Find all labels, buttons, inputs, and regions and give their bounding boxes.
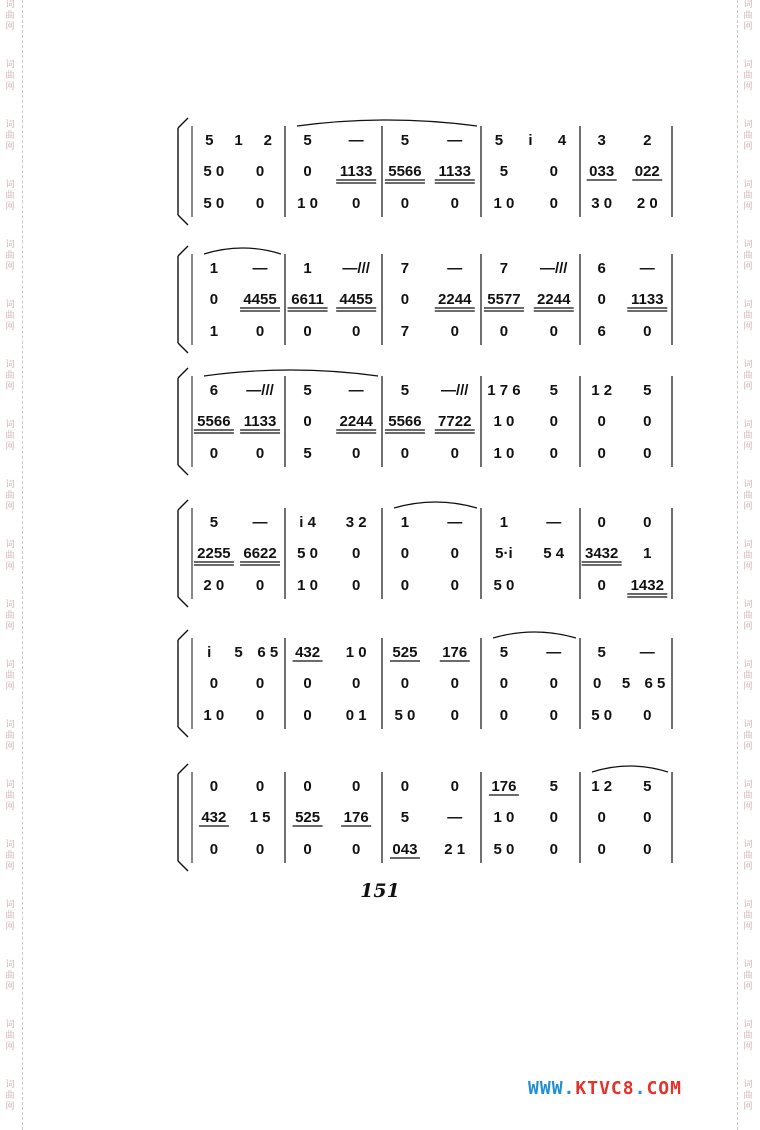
tie-arc — [204, 370, 378, 376]
note-group: 0 — [255, 445, 265, 462]
note-group: —/// — [539, 260, 568, 277]
note-group: 5 — [303, 445, 312, 462]
note-group: 2 — [263, 132, 272, 149]
note-group: 5 0 — [203, 163, 225, 180]
note-group: 2 — [643, 132, 652, 149]
system-bracket-top — [178, 500, 188, 510]
watermark-text: 词 曲 网 — [5, 120, 15, 152]
note-group: 0 — [400, 195, 410, 212]
watermark-text: 词 曲 网 — [743, 120, 753, 152]
note-group: 5 4 — [543, 545, 565, 562]
note-group: 0 — [400, 545, 410, 562]
note-group: 0 — [209, 675, 219, 692]
note-group: 5 0 — [493, 841, 515, 858]
note-group: 7 — [499, 260, 509, 277]
note-group: 0 — [303, 778, 312, 795]
note-group: 0 — [400, 675, 410, 692]
note-group: 7 — [400, 323, 410, 340]
note-group: 0 — [597, 291, 606, 308]
note-group: 1 2 — [591, 382, 613, 399]
note-group: 0 — [450, 778, 459, 795]
note-group: 0 — [352, 545, 361, 562]
note-group: 0 — [450, 545, 459, 562]
note-group: 2 0 — [636, 195, 658, 212]
note-group: i — [207, 644, 212, 661]
note-group: 5 — [209, 514, 219, 531]
note-group: —/// — [246, 382, 274, 399]
tie-arc — [394, 502, 477, 508]
note-group: 5 — [549, 778, 558, 795]
watermark-text: 词 曲 网 — [5, 180, 15, 212]
note-group: 0 — [499, 707, 509, 724]
note-group: 525 — [295, 809, 321, 826]
note-group: 4 — [557, 132, 567, 149]
note-group: 0 — [597, 809, 606, 826]
system-bracket-bottom — [178, 343, 188, 353]
watermark-text: 词 曲 网 — [5, 1080, 15, 1112]
note-group: 2244 — [339, 413, 373, 430]
note-group: 0 — [303, 323, 312, 340]
watermark-text: 词 曲 网 — [743, 360, 753, 392]
note-group: 0 — [352, 778, 361, 795]
note-group: 0 — [303, 163, 312, 180]
watermark-text: 词 曲 网 — [5, 660, 15, 692]
note-group: 0 — [303, 413, 312, 430]
note-group: 0 — [450, 323, 459, 340]
site-url-char: . — [634, 1078, 647, 1099]
note-group: 0 — [352, 195, 361, 212]
note-group: 043 — [392, 841, 418, 858]
note-group: 0 — [643, 323, 652, 340]
site-url-char: W — [539, 1078, 552, 1099]
note-group: 0 — [499, 323, 509, 340]
watermark-text: 词 曲 网 — [743, 900, 753, 932]
note-group: 0 — [352, 841, 361, 858]
note-group: 525 — [392, 644, 418, 661]
watermark-text: 词 曲 网 — [743, 420, 753, 452]
note-group: 5566 — [388, 163, 422, 180]
note-group: 022 — [634, 163, 660, 180]
watermark-text: 词 曲 网 — [743, 960, 753, 992]
note-group: 5 — [643, 382, 652, 399]
note-group: 5 — [400, 132, 410, 149]
note-group: 2244 — [537, 291, 571, 308]
site-url-char: C — [646, 1078, 659, 1099]
note-group: 6 5 — [257, 644, 279, 661]
site-url-text — [528, 1078, 682, 1099]
note-group: 0 — [597, 841, 606, 858]
site-url-char: . — [563, 1078, 576, 1099]
note-group: 0 — [400, 445, 410, 462]
note-group: 1 0 — [203, 707, 225, 724]
note-group: 0 — [643, 445, 652, 462]
note-group: 1 0 — [297, 577, 319, 594]
note-group: 0 — [549, 413, 558, 430]
watermark-text: 词 曲 网 — [743, 660, 753, 692]
note-group: 0 — [597, 413, 606, 430]
site-url-char: C — [610, 1078, 623, 1099]
note-group: 0 — [303, 707, 312, 724]
system-bracket-bottom — [178, 597, 188, 607]
note-group: 0 — [352, 577, 361, 594]
note-group: 0 — [450, 577, 459, 594]
note-group: 0 — [549, 195, 558, 212]
note-group: 0 — [352, 675, 361, 692]
note-group: 5 — [494, 132, 504, 149]
note-group: 5 — [234, 644, 243, 661]
system-bracket-top — [178, 118, 188, 128]
note-group: 4455 — [339, 291, 373, 308]
note-group: 6611 — [291, 291, 324, 308]
note-group: 1 2 — [591, 778, 613, 795]
site-url-char: K — [575, 1078, 588, 1099]
note-group: 5 — [205, 132, 214, 149]
watermark-text: 词 曲 网 — [5, 540, 15, 572]
note-group: 5 0 — [394, 707, 416, 724]
note-group: 176 — [343, 809, 369, 826]
site-url-char: O — [658, 1078, 671, 1099]
note-group: 0 — [400, 778, 410, 795]
page-number: 151 — [360, 880, 400, 902]
note-group: 5 0 — [591, 707, 613, 724]
site-url-char: W — [528, 1078, 540, 1099]
note-group: 5 — [303, 132, 312, 149]
note-group: 0 — [255, 577, 265, 594]
system-bracket-bottom — [178, 727, 188, 737]
watermark-text: 词 曲 网 — [743, 780, 753, 812]
note-group: 2244 — [438, 291, 472, 308]
watermark-text: 词 曲 网 — [743, 300, 753, 332]
note-group: 1133 — [631, 291, 664, 308]
note-group: — — [546, 514, 562, 531]
note-group: 1 0 — [493, 445, 515, 462]
note-group: — — [348, 132, 364, 149]
note-group: 1 — [499, 514, 509, 531]
note-group: 0 — [209, 841, 219, 858]
system-bracket-top — [178, 368, 188, 378]
note-group: 0 — [400, 291, 410, 308]
note-group: 1 — [209, 260, 219, 277]
note-group: 0 — [255, 707, 265, 724]
note-group: 1 5 — [249, 809, 271, 826]
note-group: i 4 — [299, 514, 316, 531]
note-group: 1 — [209, 323, 219, 340]
note-group: 5 0 — [297, 545, 319, 562]
note-group: — — [639, 644, 655, 661]
note-group: 1 — [234, 132, 243, 149]
site-url-char: 8 — [622, 1078, 635, 1099]
note-group: 0 — [303, 841, 312, 858]
note-group: 5·i — [495, 545, 513, 562]
note-group: 1133 — [243, 413, 277, 430]
watermark-text: 词 曲 网 — [743, 0, 753, 32]
system-bracket-bottom — [178, 465, 188, 475]
note-group: 0 — [549, 809, 558, 826]
note-group: 2 1 — [444, 841, 466, 858]
note-group: 0 — [597, 577, 606, 594]
note-group: 176 — [442, 644, 468, 661]
note-group: 5 0 — [493, 577, 515, 594]
note-group: — — [546, 644, 562, 661]
note-group: 0 — [643, 707, 652, 724]
note-group: 0 — [209, 778, 219, 795]
note-group: 3 0 — [591, 195, 613, 212]
note-group: 1 0 — [297, 195, 319, 212]
note-group: 0 — [352, 323, 361, 340]
watermark-text: 词 曲 网 — [743, 60, 753, 92]
tie-arc — [493, 632, 576, 638]
note-group: — — [447, 132, 463, 149]
note-group: 1 — [400, 514, 410, 531]
site-url-char: W — [551, 1078, 564, 1099]
note-group: 0 — [255, 841, 265, 858]
watermark-text: 词 曲 网 — [5, 1020, 15, 1052]
note-group: 4455 — [243, 291, 277, 308]
note-group: 3432 — [584, 545, 619, 562]
watermark-text: 词 曲 网 — [5, 420, 15, 452]
note-group: 5 — [549, 382, 558, 399]
note-group: 1 0 — [493, 413, 515, 430]
note-group: 0 — [549, 707, 558, 724]
tie-arc — [592, 766, 668, 772]
note-group: 0 — [643, 514, 652, 531]
watermark-text: 词 曲 网 — [743, 180, 753, 212]
note-group: 1 0 — [493, 809, 515, 826]
note-group: 0 1 — [345, 707, 367, 724]
note-group: 5 — [643, 778, 652, 795]
site-url-char: V — [599, 1078, 611, 1099]
note-group: 0 — [255, 778, 265, 795]
note-group: 5 — [400, 809, 410, 826]
watermark-text: 词 曲 网 — [743, 480, 753, 512]
note-group: 176 — [491, 778, 517, 795]
system-bracket-bottom — [178, 861, 188, 871]
note-group: 5566 — [197, 413, 231, 430]
note-group: 6 — [209, 382, 219, 399]
watermark-text: 词 曲 网 — [5, 300, 15, 332]
note-group: 1133 — [438, 163, 472, 180]
note-group: 0 — [549, 841, 558, 858]
note-group: 5 — [597, 644, 606, 661]
site-url[interactable] — [528, 1078, 682, 1099]
note-group: 0 — [549, 163, 558, 180]
note-group: 0 — [592, 675, 602, 692]
note-group: 1 0 — [493, 195, 515, 212]
watermark-text: 词 曲 网 — [5, 600, 15, 632]
note-group: 0 — [303, 675, 312, 692]
watermark-text: 词 曲 网 — [743, 840, 753, 872]
watermark-text: 词 曲 网 — [5, 900, 15, 932]
note-group: 0 — [549, 323, 558, 340]
site-url-char: T — [587, 1078, 600, 1099]
note-group: 0 — [400, 577, 410, 594]
note-group: 0 — [643, 413, 652, 430]
note-group: — — [639, 260, 655, 277]
note-group: 1 0 — [345, 644, 367, 661]
note-group: 0 — [499, 675, 509, 692]
watermark-text: 词 曲 网 — [5, 0, 15, 32]
note-group: 432 — [201, 809, 227, 826]
note-group: 0 — [255, 163, 265, 180]
watermark-text: 词 曲 网 — [743, 540, 753, 572]
watermark-text: 词 曲 网 — [743, 720, 753, 752]
system-bracket-bottom — [178, 215, 188, 225]
note-group: 432 — [295, 644, 321, 661]
note-group: 5 — [499, 163, 509, 180]
note-group: 2 0 — [203, 577, 225, 594]
note-group: 0 — [255, 195, 265, 212]
note-group: 1 — [643, 545, 652, 562]
note-group: 3 — [597, 132, 606, 149]
note-group: — — [252, 514, 268, 531]
watermark-text: 词 曲 网 — [5, 240, 15, 272]
watermark-text: 词 曲 网 — [5, 480, 15, 512]
watermark-text: 词 曲 网 — [5, 840, 15, 872]
note-group: 1 — [303, 260, 312, 277]
note-group: 0 — [209, 445, 219, 462]
site-url-char: M — [670, 1078, 682, 1099]
note-group: 0 — [255, 675, 265, 692]
note-group: 033 — [589, 163, 615, 180]
note-group: 0 — [597, 514, 606, 531]
note-group: 1432 — [630, 577, 664, 594]
note-group: — — [252, 260, 268, 277]
tie-arc — [204, 248, 281, 254]
tie-arc — [297, 120, 477, 126]
note-group: 5 — [621, 675, 631, 692]
note-group: 5 0 — [203, 195, 225, 212]
watermark-text: 词 曲 网 — [743, 600, 753, 632]
note-group: 5 — [499, 644, 509, 661]
note-group: 7722 — [438, 413, 472, 430]
note-group: 0 — [450, 707, 459, 724]
note-group: 0 — [209, 291, 219, 308]
note-group: —/// — [342, 260, 370, 277]
note-group: 0 — [450, 675, 459, 692]
note-group: 0 — [597, 445, 606, 462]
watermark-text: 词 曲 网 — [5, 720, 15, 752]
note-group: 0 — [450, 445, 459, 462]
system-bracket-top — [178, 764, 188, 774]
watermark-text: 词 曲 网 — [743, 240, 753, 272]
note-group: 0 — [450, 195, 459, 212]
note-group: 0 — [549, 445, 558, 462]
watermark-text: 词 曲 网 — [743, 1020, 753, 1052]
note-group: i — [528, 132, 533, 149]
note-group: 2255 — [197, 545, 231, 562]
note-group: 5 — [400, 382, 410, 399]
note-group: 0 — [643, 809, 652, 826]
note-group: 5577 — [487, 291, 521, 308]
note-group: 5 — [303, 382, 312, 399]
note-group: 7 — [400, 260, 410, 277]
note-group: 5566 — [388, 413, 422, 430]
watermark-text: 词 曲 网 — [5, 780, 15, 812]
note-group: 6 5 — [644, 675, 666, 692]
note-group: —/// — [440, 382, 469, 399]
note-group: 1133 — [339, 163, 373, 180]
note-group: 6622 — [243, 545, 277, 562]
watermark-text: 词 曲 网 — [5, 960, 15, 992]
watermark-text: 词 曲 网 — [5, 60, 15, 92]
note-group: 0 — [255, 323, 265, 340]
note-group: — — [447, 514, 463, 531]
watermark-text: 词 曲 网 — [5, 360, 15, 392]
note-group: 0 — [352, 445, 361, 462]
note-group: 6 — [597, 323, 606, 340]
note-group: 0 — [643, 841, 652, 858]
system-bracket-top — [178, 630, 188, 640]
watermark-text: 词 曲 网 — [743, 1080, 753, 1112]
system-bracket-top — [178, 246, 188, 256]
note-group: 1 7 6 — [487, 382, 521, 399]
note-group: — — [348, 382, 364, 399]
note-group: 3 2 — [345, 514, 367, 531]
note-group: — — [447, 260, 463, 277]
note-group: — — [447, 809, 463, 826]
note-group: 0 — [549, 675, 558, 692]
note-group: 6 — [597, 260, 606, 277]
